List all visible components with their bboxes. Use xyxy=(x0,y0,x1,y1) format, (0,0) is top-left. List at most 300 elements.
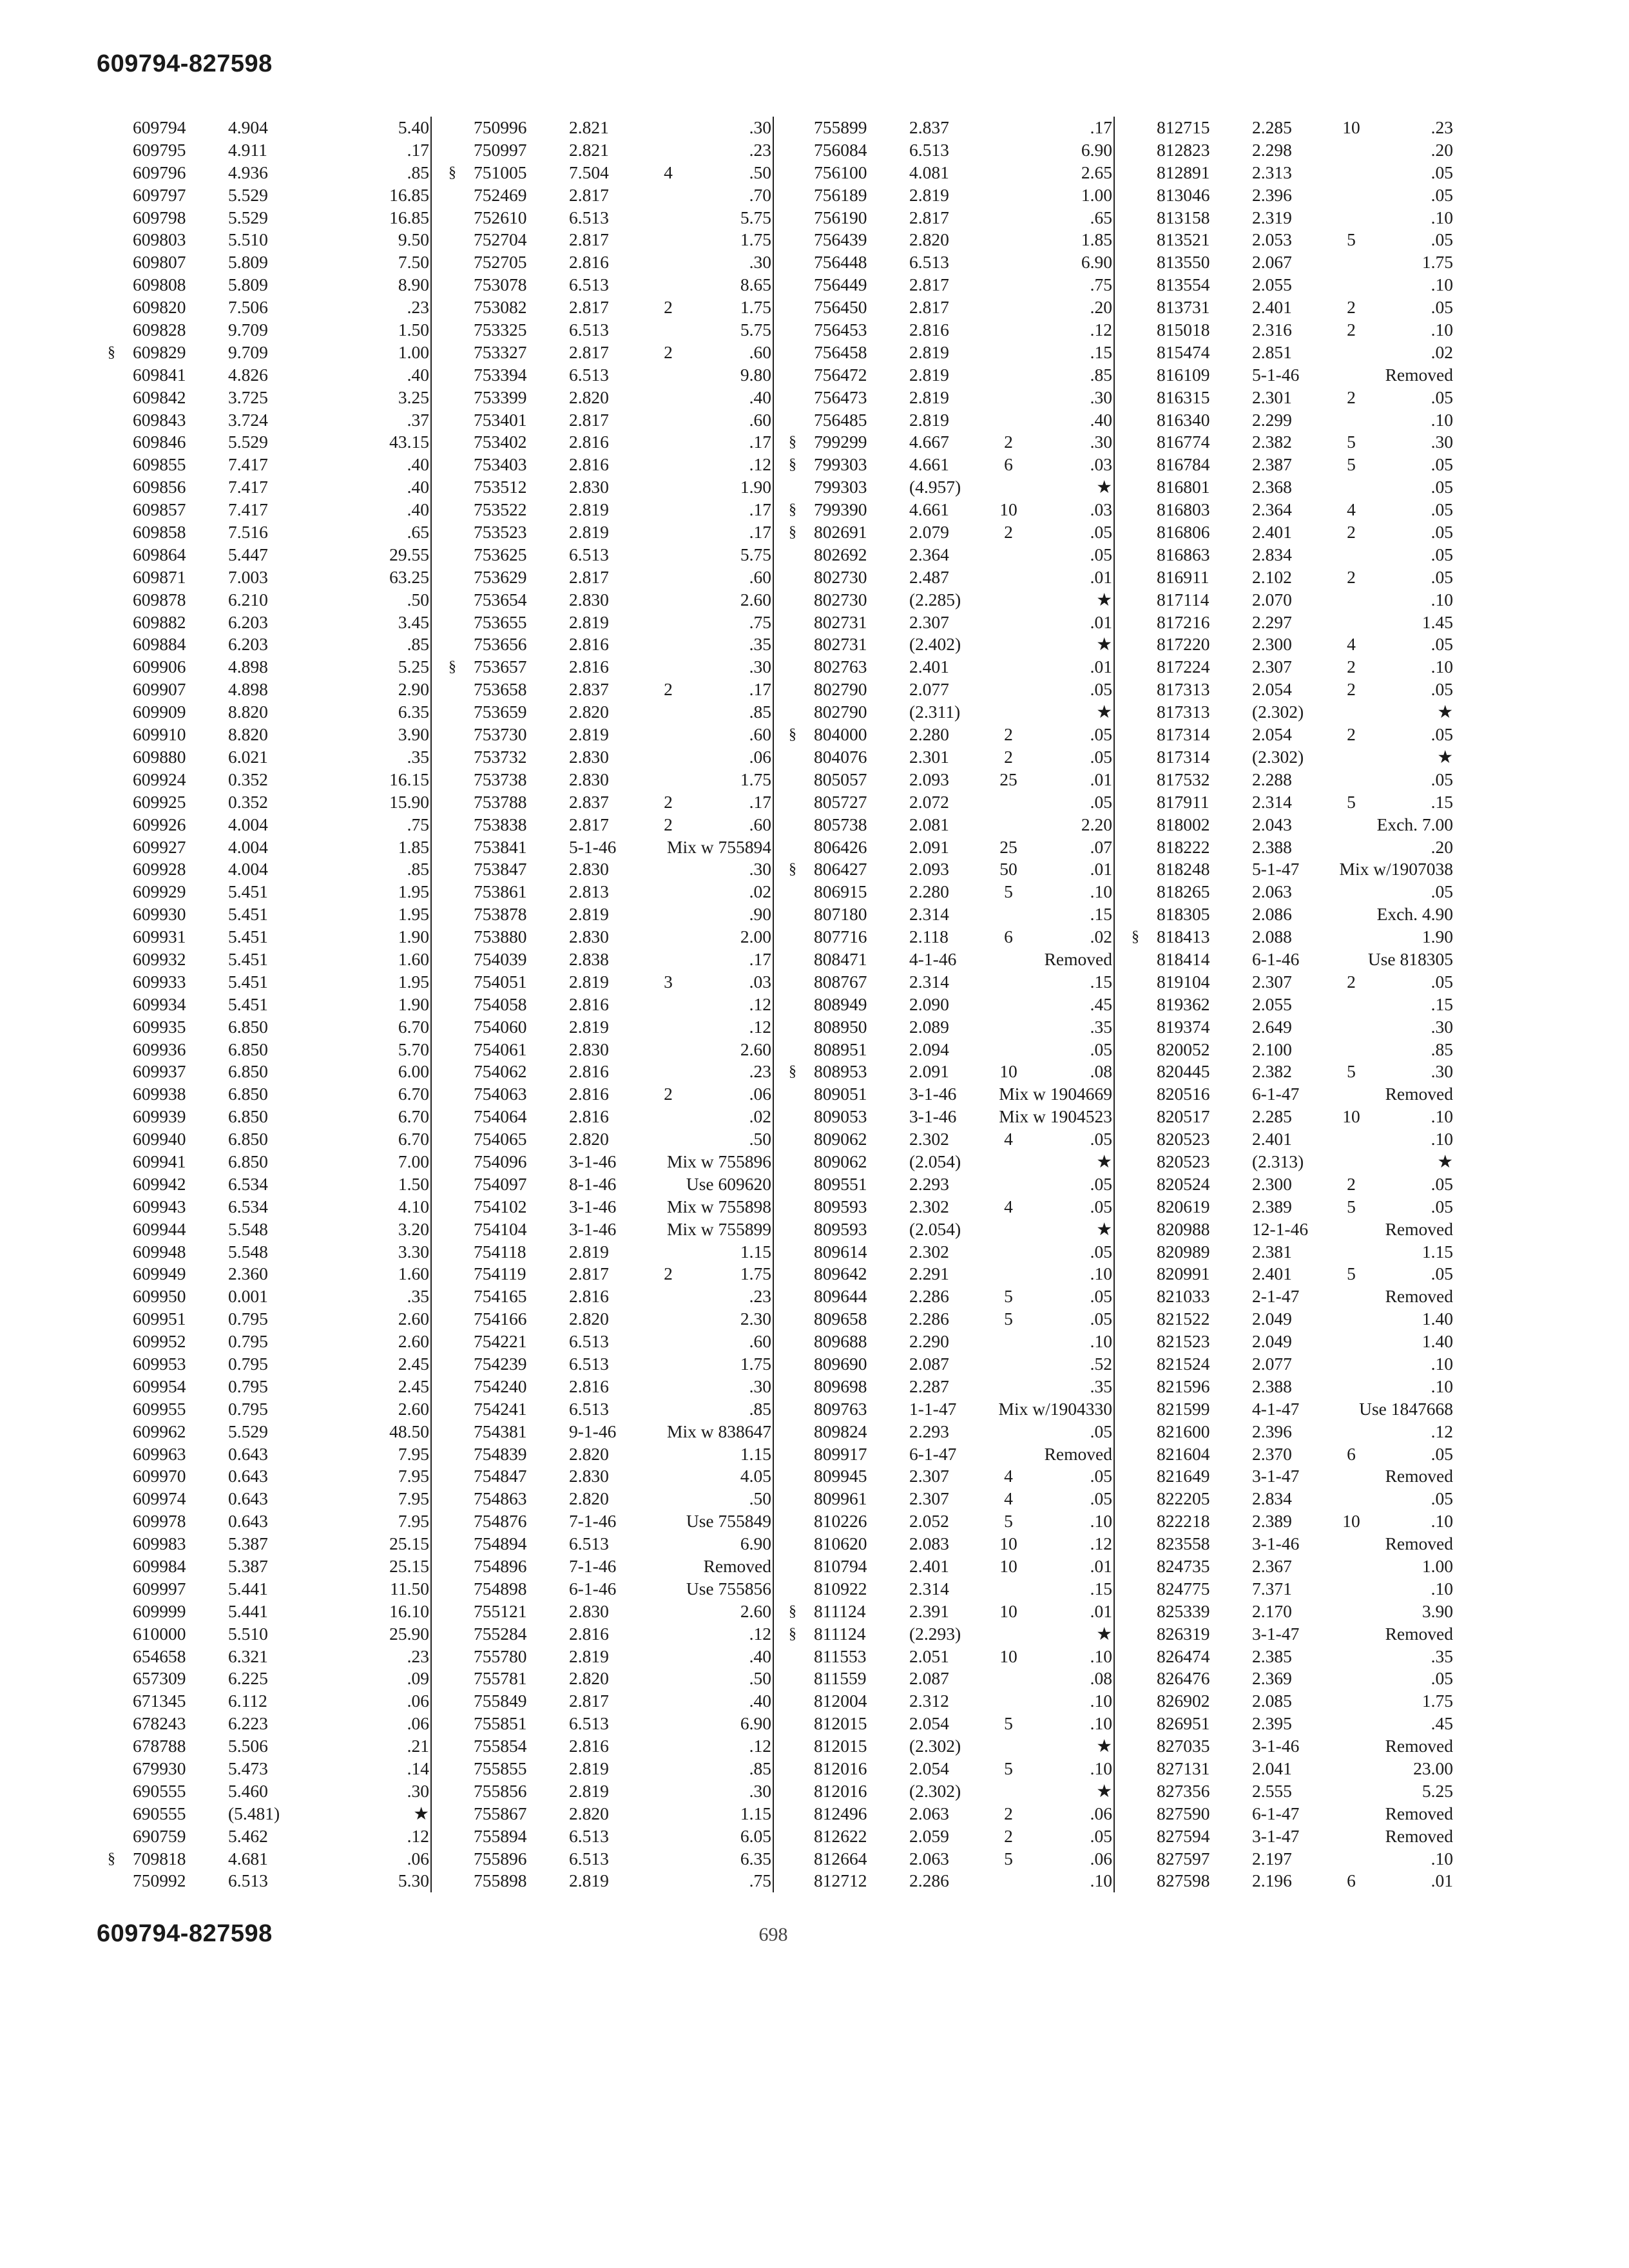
table-row xyxy=(814,184,1112,207)
price-or-note: 7.50 xyxy=(398,252,429,273)
price-or-note: 2.20 xyxy=(1081,814,1112,834)
table-row xyxy=(133,1016,429,1039)
table-row xyxy=(133,319,429,341)
table-row xyxy=(474,1128,771,1151)
part-dimension: 0.795 xyxy=(228,1309,268,1329)
price-or-note: Removed xyxy=(1385,1533,1453,1554)
table-row xyxy=(1157,566,1453,589)
part-dimension: 2.049 xyxy=(1252,1331,1292,1352)
price-or-note: ★ xyxy=(1096,1780,1112,1801)
quantity: 4 xyxy=(664,162,673,182)
table-row xyxy=(1157,1331,1453,1353)
table-row xyxy=(474,858,771,881)
table-row xyxy=(789,858,1112,881)
part-number: 821599 xyxy=(1157,1398,1210,1419)
part-number: 818248 xyxy=(1157,859,1210,879)
part-number: 820988 xyxy=(1157,1218,1210,1239)
table-row xyxy=(133,994,429,1016)
table-row xyxy=(474,633,771,656)
table-row xyxy=(814,544,1112,566)
table-row xyxy=(474,1331,771,1353)
part-number: 754065 xyxy=(474,1129,527,1149)
part-number: 754239 xyxy=(474,1353,527,1374)
part-number: 755898 xyxy=(474,1870,527,1891)
part-number: 813554 xyxy=(1157,274,1210,295)
table-row xyxy=(1157,1128,1453,1151)
table-row xyxy=(474,409,771,432)
part-number: 754876 xyxy=(474,1511,527,1532)
part-number: 609941 xyxy=(133,1151,186,1171)
part-number: 809824 xyxy=(814,1421,867,1441)
price-or-note: Mix w 755894 xyxy=(667,836,771,857)
part-number: 808471 xyxy=(814,948,867,969)
table-row xyxy=(1157,814,1453,836)
price-or-note: .17 xyxy=(1090,117,1112,137)
part-number: 799390 xyxy=(814,499,867,520)
price-or-note: .05 xyxy=(1090,724,1112,745)
table-row xyxy=(133,387,429,409)
part-number: 812016 xyxy=(814,1780,867,1801)
part-number: 812664 xyxy=(814,1848,867,1869)
table-row xyxy=(814,994,1112,1016)
table-row xyxy=(474,229,771,251)
part-number: 804076 xyxy=(814,746,867,767)
part-dimension: 2.307 xyxy=(909,1488,949,1509)
price-or-note: Removed xyxy=(1385,1286,1453,1307)
quantity: 5 xyxy=(1347,432,1356,452)
part-dimension: 2.316 xyxy=(1252,320,1292,340)
quantity: 25 xyxy=(999,769,1017,789)
price-or-note: Removed xyxy=(1385,1466,1453,1486)
table-row xyxy=(814,1263,1112,1285)
part-dimension: 2.819 xyxy=(569,971,609,992)
part-number: 754166 xyxy=(474,1309,527,1329)
part-dimension: 7.417 xyxy=(228,477,268,497)
part-dimension: 2.819 xyxy=(569,724,609,745)
table-row xyxy=(1157,1353,1453,1376)
part-number: 817114 xyxy=(1157,589,1210,610)
price-or-note: .75 xyxy=(1090,274,1112,295)
part-number: 753658 xyxy=(474,679,527,700)
price-or-note: .50 xyxy=(749,1129,771,1149)
part-number: 755851 xyxy=(474,1713,527,1734)
table-row xyxy=(133,1713,429,1735)
part-number: 753078 xyxy=(474,274,527,295)
table-row xyxy=(1157,1667,1453,1690)
part-dimension: 2.385 xyxy=(1252,1646,1292,1666)
table-row xyxy=(789,724,1112,746)
part-dimension: 5.548 xyxy=(228,1218,268,1239)
part-dimension: 6.850 xyxy=(228,1084,268,1104)
part-number: 820523 xyxy=(1157,1129,1210,1149)
quantity: 2 xyxy=(1347,971,1356,992)
price-or-note: .60 xyxy=(749,724,771,745)
part-dimension: 2.820 xyxy=(569,1309,609,1329)
table-row xyxy=(1157,1039,1453,1061)
table-row xyxy=(1157,521,1453,544)
part-number: 826951 xyxy=(1157,1713,1210,1734)
price-or-note: 2.60 xyxy=(740,589,771,610)
price-or-note: .06 xyxy=(1090,1803,1112,1823)
table-row xyxy=(474,1555,771,1578)
part-dimension: 7.371 xyxy=(1252,1578,1292,1599)
part-dimension: 7.417 xyxy=(228,499,268,520)
part-dimension: 2.851 xyxy=(1252,341,1292,362)
table-row xyxy=(474,903,771,926)
quantity: 10 xyxy=(999,1646,1017,1666)
price-or-note: 6.35 xyxy=(740,1848,771,1869)
price-or-note: 3.20 xyxy=(398,1218,429,1239)
quantity: 4 xyxy=(1347,499,1356,520)
table-row xyxy=(814,1758,1112,1780)
price-or-note: 6.70 xyxy=(398,1016,429,1037)
table-row xyxy=(474,1061,771,1083)
table-row xyxy=(814,1735,1112,1758)
part-dimension: 0.795 xyxy=(228,1398,268,1419)
table-row xyxy=(1157,1533,1453,1555)
part-number: 609906 xyxy=(133,657,186,677)
part-dimension: 2.059 xyxy=(909,1825,949,1846)
part-dimension: 6-1-47 xyxy=(1252,1803,1300,1823)
price-or-note: .05 xyxy=(1431,387,1453,407)
part-dimension: 5.506 xyxy=(228,1736,268,1756)
table-row xyxy=(814,1285,1112,1308)
table-row xyxy=(1157,1555,1453,1578)
table-row xyxy=(474,1578,771,1600)
part-number: 753512 xyxy=(474,477,527,497)
part-number: 753841 xyxy=(474,836,527,857)
part-dimension: 2.055 xyxy=(1252,274,1292,295)
quantity: 50 xyxy=(999,859,1017,879)
price-or-note: .10 xyxy=(1431,1511,1453,1532)
part-dimension: 6.850 xyxy=(228,1016,268,1037)
table-row xyxy=(814,1667,1112,1690)
part-number: 609940 xyxy=(133,1129,186,1149)
part-dimension: 2.314 xyxy=(909,1578,949,1599)
part-number: 824775 xyxy=(1157,1578,1210,1599)
part-number: 817216 xyxy=(1157,611,1210,632)
part-dimension: 2.312 xyxy=(909,1691,949,1711)
mark-symbol: § xyxy=(108,343,115,361)
part-number: 609924 xyxy=(133,769,186,789)
part-number: 752469 xyxy=(474,184,527,205)
part-dimension: 6.021 xyxy=(228,746,268,767)
part-number: 755855 xyxy=(474,1758,527,1779)
price-or-note: .08 xyxy=(1090,1668,1112,1689)
part-number: 690759 xyxy=(133,1825,186,1846)
price-or-note: .15 xyxy=(1090,971,1112,992)
part-dimension: 2.830 xyxy=(569,927,609,947)
table-row xyxy=(814,364,1112,387)
price-or-note: .20 xyxy=(1431,139,1453,160)
part-number: 609909 xyxy=(133,702,186,722)
part-number: 827131 xyxy=(1157,1758,1210,1779)
table-row xyxy=(474,971,771,994)
part-number: 802691 xyxy=(814,522,867,543)
price-or-note: ★ xyxy=(1096,702,1112,722)
part-number: 799299 xyxy=(814,432,867,452)
part-number: 609954 xyxy=(133,1376,186,1396)
price-or-note: 1.75 xyxy=(1422,1691,1453,1711)
part-dimension: (2.302) xyxy=(909,1780,961,1801)
part-number: 756439 xyxy=(814,229,867,250)
quantity: 4 xyxy=(1004,1196,1013,1216)
part-number: 754104 xyxy=(474,1218,527,1239)
price-or-note: .05 xyxy=(1431,679,1453,700)
part-dimension: 2.300 xyxy=(1252,634,1292,655)
part-number: 809614 xyxy=(814,1241,867,1262)
part-dimension: 4.936 xyxy=(228,162,268,182)
part-dimension: 4.898 xyxy=(228,679,268,700)
part-dimension: 5.441 xyxy=(228,1600,268,1621)
part-number: 826902 xyxy=(1157,1691,1210,1711)
table-row xyxy=(474,1758,771,1780)
price-or-note: .10 xyxy=(1431,589,1453,610)
price-or-note: .30 xyxy=(749,859,771,879)
table-row xyxy=(474,1241,771,1264)
part-number: 809593 xyxy=(814,1196,867,1216)
part-dimension: 6.850 xyxy=(228,1129,268,1149)
part-dimension: 2.817 xyxy=(569,1264,609,1284)
price-or-note: 3.45 xyxy=(398,611,429,632)
part-dimension: 2.820 xyxy=(909,229,949,250)
price-or-note: .01 xyxy=(1090,657,1112,677)
part-dimension: 2.314 xyxy=(909,904,949,925)
part-dimension: 2.197 xyxy=(1252,1848,1292,1869)
price-or-note: ★ xyxy=(1096,634,1112,655)
part-dimension: 2.816 xyxy=(569,454,609,475)
table-row xyxy=(474,1285,771,1308)
quantity: 2 xyxy=(1004,1825,1013,1846)
table-row xyxy=(814,633,1112,656)
table-row xyxy=(474,948,771,971)
table-row xyxy=(1157,476,1453,499)
table-row xyxy=(789,1061,1112,1083)
part-dimension: 6.513 xyxy=(569,1398,609,1419)
table-row xyxy=(1157,319,1453,341)
part-dimension: 7.506 xyxy=(228,297,268,318)
part-number: 754061 xyxy=(474,1039,527,1059)
part-dimension: 4.904 xyxy=(228,117,268,137)
part-number: 609962 xyxy=(133,1421,186,1441)
part-dimension: 2.391 xyxy=(909,1600,949,1621)
table-row xyxy=(1157,1780,1453,1803)
price-or-note: .05 xyxy=(1431,724,1453,745)
part-number: 818414 xyxy=(1157,948,1210,969)
column-2 xyxy=(448,117,771,1892)
table-row xyxy=(133,611,429,634)
price-or-note: .20 xyxy=(1431,836,1453,857)
part-number: 818002 xyxy=(1157,814,1210,834)
price-or-note: .12 xyxy=(749,1736,771,1756)
price-or-note: .17 xyxy=(749,432,771,452)
table-row xyxy=(814,814,1112,836)
part-number: 813046 xyxy=(1157,184,1210,205)
part-number: 754118 xyxy=(474,1241,526,1262)
price-or-note: .70 xyxy=(749,184,771,205)
price-or-note: 1.85 xyxy=(1081,229,1112,250)
part-dimension: 2.819 xyxy=(909,387,949,407)
part-dimension: 2.364 xyxy=(1252,499,1292,520)
part-number: 816315 xyxy=(1157,387,1210,407)
part-number: 754165 xyxy=(474,1286,527,1307)
table-row xyxy=(814,409,1112,432)
price-or-note: .05 xyxy=(1431,454,1453,475)
table-row xyxy=(474,1870,771,1892)
part-dimension: 5.451 xyxy=(228,994,268,1014)
table-row xyxy=(1157,1600,1453,1623)
part-dimension: 3-1-46 xyxy=(909,1084,957,1104)
part-dimension: 2.087 xyxy=(909,1668,949,1689)
price-or-note: .05 xyxy=(1431,1668,1453,1689)
part-dimension: 2.063 xyxy=(909,1848,949,1869)
price-or-note: ★ xyxy=(1096,477,1112,497)
part-dimension: (2.402) xyxy=(909,634,961,655)
part-number: 816863 xyxy=(1157,544,1210,564)
part-dimension: 2.049 xyxy=(1252,1309,1292,1329)
quantity: 10 xyxy=(1342,117,1360,137)
price-or-note: .10 xyxy=(1431,1376,1453,1396)
part-dimension: 5.809 xyxy=(228,252,268,273)
price-or-note: .50 xyxy=(749,1488,771,1509)
table-row xyxy=(133,926,429,948)
price-or-note: 7.95 xyxy=(398,1488,429,1509)
part-dimension: 7.516 xyxy=(228,522,268,543)
table-row xyxy=(1157,836,1453,859)
part-number: 753730 xyxy=(474,724,527,745)
table-row xyxy=(474,1376,771,1398)
part-number: 808950 xyxy=(814,1016,867,1037)
part-number: 750997 xyxy=(474,139,527,160)
part-dimension: 2.837 xyxy=(909,117,949,137)
part-dimension: 2.055 xyxy=(1252,994,1292,1014)
part-number: 754062 xyxy=(474,1061,527,1082)
part-number: 754058 xyxy=(474,994,527,1014)
price-or-note: .85 xyxy=(1431,1039,1453,1059)
price-or-note: .23 xyxy=(407,1646,429,1666)
part-number: 609820 xyxy=(133,297,186,318)
part-dimension: 2.819 xyxy=(569,1870,609,1891)
table-row xyxy=(474,1465,771,1488)
part-dimension: 2.487 xyxy=(909,566,949,587)
part-number: 678788 xyxy=(133,1736,186,1756)
price-or-note: 25.15 xyxy=(389,1533,429,1554)
quantity: 2 xyxy=(664,814,673,834)
table-row xyxy=(133,589,429,611)
part-dimension: 5.510 xyxy=(228,1623,268,1644)
price-or-note: .01 xyxy=(1431,1870,1453,1891)
price-or-note: .10 xyxy=(1431,1848,1453,1869)
part-dimension: 2.286 xyxy=(909,1870,949,1891)
price-or-note: 2.65 xyxy=(1081,162,1112,182)
price-or-note: 6.90 xyxy=(1081,252,1112,273)
part-dimension: 2.280 xyxy=(909,724,949,745)
part-dimension: 6-1-47 xyxy=(909,1443,957,1464)
quantity: 5 xyxy=(1347,1264,1356,1284)
price-or-note: .45 xyxy=(1431,1713,1453,1734)
price-or-note: .10 xyxy=(1090,1713,1112,1734)
quantity: 2 xyxy=(1004,1803,1013,1823)
price-or-note: .01 xyxy=(1090,1600,1112,1621)
price-or-note: .30 xyxy=(407,1780,429,1801)
table-row xyxy=(133,1578,429,1600)
price-or-note: .01 xyxy=(1090,1556,1112,1576)
part-dimension: 2.817 xyxy=(909,207,949,227)
price-or-note: .35 xyxy=(407,746,429,767)
quantity: 5 xyxy=(1004,881,1013,902)
part-dimension: 2.816 xyxy=(569,634,609,655)
table-row xyxy=(814,769,1112,791)
part-dimension: 6.321 xyxy=(228,1646,268,1666)
mark-symbol: § xyxy=(789,501,796,519)
table-row xyxy=(448,162,771,184)
part-number: 755854 xyxy=(474,1736,527,1756)
price-or-note: .10 xyxy=(1090,1691,1112,1711)
table-row xyxy=(474,476,771,499)
part-number: 821523 xyxy=(1157,1331,1210,1352)
table-row xyxy=(1157,296,1453,319)
part-dimension: 9.709 xyxy=(228,320,268,340)
price-or-note: .05 xyxy=(1090,522,1112,543)
part-number: 609949 xyxy=(133,1264,186,1284)
part-number: 808951 xyxy=(814,1039,867,1059)
price-or-note: .05 xyxy=(1431,184,1453,205)
price-or-note: 1.15 xyxy=(740,1241,771,1262)
quantity: 10 xyxy=(999,499,1017,520)
part-dimension: (2.311) xyxy=(909,702,961,722)
price-or-note: 16.85 xyxy=(389,207,429,227)
table-row xyxy=(1157,1061,1453,1083)
part-number: 815474 xyxy=(1157,341,1210,362)
part-number: 609944 xyxy=(133,1218,186,1239)
price-or-note: 2.45 xyxy=(398,1376,429,1396)
part-dimension: 2.067 xyxy=(1252,252,1292,273)
price-or-note: .05 xyxy=(1090,1196,1112,1216)
part-dimension: 6.513 xyxy=(228,1870,268,1891)
price-or-note: 5.30 xyxy=(398,1870,429,1891)
price-or-note: Removed xyxy=(1044,948,1112,969)
part-dimension: 2.314 xyxy=(1252,791,1292,812)
part-number: 822205 xyxy=(1157,1488,1210,1509)
part-dimension: 2.830 xyxy=(569,859,609,879)
price-or-note: 1.50 xyxy=(398,1173,429,1194)
table-row xyxy=(814,701,1112,724)
part-number: 609795 xyxy=(133,139,186,160)
price-or-note: Mix w 755899 xyxy=(667,1218,771,1239)
price-or-note: 3.30 xyxy=(398,1241,429,1262)
price-or-note: ★ xyxy=(1096,1623,1112,1644)
part-dimension: 2.091 xyxy=(909,836,949,857)
price-or-note: Removed xyxy=(1385,1218,1453,1239)
part-dimension: 2.054 xyxy=(909,1758,949,1779)
quantity: 5 xyxy=(1004,1309,1013,1329)
part-number: 610000 xyxy=(133,1623,186,1644)
part-number: 654658 xyxy=(133,1646,186,1666)
part-number: 679930 xyxy=(133,1758,186,1779)
part-number: 821604 xyxy=(1157,1443,1210,1464)
table-row xyxy=(474,1218,771,1241)
table-row xyxy=(474,1600,771,1623)
part-dimension: 5.387 xyxy=(228,1533,268,1554)
part-dimension: 2.314 xyxy=(909,971,949,992)
part-dimension: 2.820 xyxy=(569,1443,609,1464)
table-row xyxy=(108,341,429,364)
table-row xyxy=(474,1713,771,1735)
part-dimension: 2.820 xyxy=(569,1803,609,1823)
table-row xyxy=(1157,1803,1453,1825)
part-number: 609925 xyxy=(133,791,186,812)
part-number: 609829 xyxy=(133,341,186,362)
